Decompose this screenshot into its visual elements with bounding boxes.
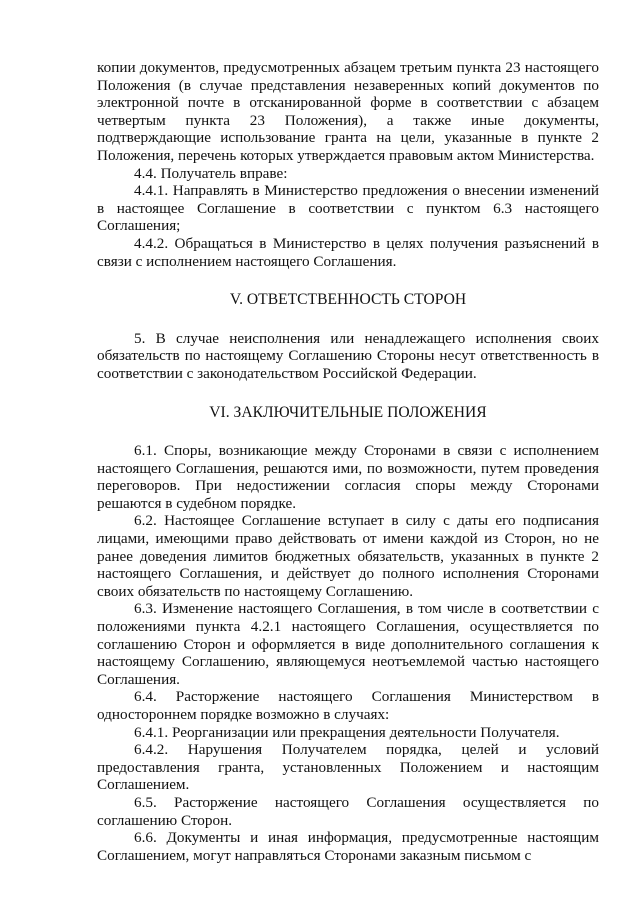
paragraph-5: 5. В случае неисполнения или ненадлежащего исполнения своих обязательств по настоящему Соглашению Стороны несут ответственность в соответствии с законодательством Российской Федерации.: [97, 329, 599, 382]
paragraph-4-4-1: 4.4.1. Направлять в Министерство предложения о внесении изменений в настоящее Соглашение в соответствии с пунктом 6.3 настоящего Соглашения;: [97, 182, 599, 235]
section-heading-6: VI. ЗАКЛЮЧИТЕЛЬНЫЕ ПОЛОЖЕНИЯ: [209, 403, 487, 421]
paragraph-6-4-2: 6.4.2. Нарушения Получателем порядка, целей и условий предоставления гранта, установленных Положением и настоящим Соглашением.: [97, 741, 599, 794]
paragraph-6-1: 6.1. Споры, возникающие между Сторонами в связи с исполнением настоящего Соглашения, решаются ими, по возможности, путем проведения переговоров. При недостижении согласия споры между Сторонами решаются в судебном порядке.: [97, 442, 599, 512]
paragraph-6-4: 6.4. Расторжение настоящего Соглашения Министерством в одностороннем порядке возможно в случаях:: [97, 688, 599, 723]
paragraph-4-4: 4.4. Получатель вправе:: [134, 164, 288, 182]
paragraph-6-4-1: 6.4.1. Реорганизации или прекращения деятельности Получателя.: [134, 723, 560, 741]
paragraph-6-2: 6.2. Настоящее Соглашение вступает в силу с даты его подписания лицами, имеющими право действовать от имени каждой из Сторон, но не ранее доведения лимитов бюджетных обязательств, указанных в пункте 2 настоящего Соглашения, и действует до полного исполнения Сторонами своих обязательств по настоящему Соглашению.: [97, 512, 599, 600]
section-heading-5: V. ОТВЕТСТВЕННОСТЬ СТОРОН: [229, 291, 467, 309]
paragraph-intro: копии документов, предусмотренных абзацем третьим пункта 23 настоящего Положения (в случае представления незаверенных копий документов по электронной почте в отсканированной форме в соответствии с абзацем четвертым пункта 23 Положения), а также иные документы, подтверждающие использование гранта на цели, указанные в пункте 2 Положения, перечень которых утверждается правовым актом Министерства.: [97, 59, 599, 164]
paragraph-6-6: 6.6. Документы и иная информация, предусмотренные настоящим Соглашением, могут направляться Сторонами заказным письмом с: [97, 829, 599, 864]
document-body: [97, 59, 599, 864]
paragraph-6-5: 6.5. Расторжение настоящего Соглашения осуществляется по соглашению Сторон.: [97, 793, 599, 829]
paragraph-4-4-2: 4.4.2. Обращаться в Министерство в целях получения разъяснений в связи с исполнением настоящего Соглашения.: [97, 234, 599, 270]
paragraph-6-3: 6.3. Изменение настоящего Соглашения, в том числе в соответствии с положениями пункта 4.2.1 настоящего Соглашения, осуществляется по соглашению Сторон и оформляется в виде дополнительного соглашения к настоящему Соглашению, являющемуся неотъемлемой частью настоящего Соглашения.: [97, 600, 599, 688]
